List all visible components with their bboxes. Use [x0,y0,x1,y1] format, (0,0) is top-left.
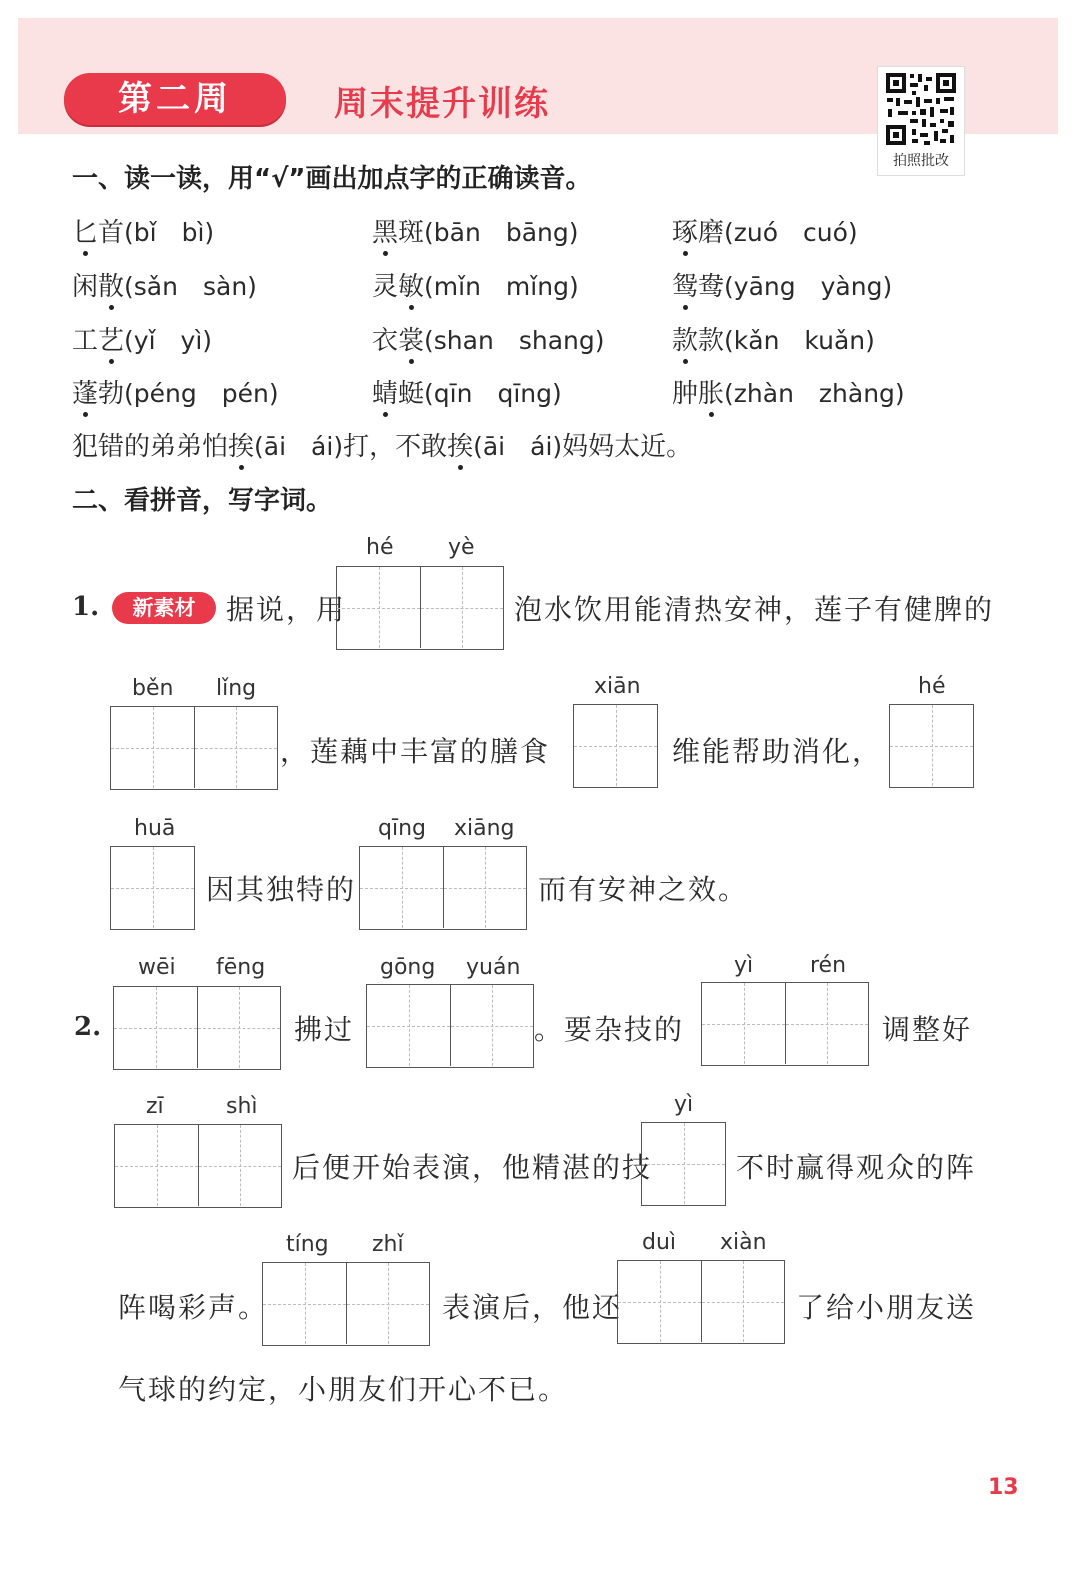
pinyin-label: běn [132,676,174,701]
question-text: 了给小朋友送 [796,1291,977,1324]
pinyin-label: wēi [138,955,176,980]
reading-item: 鸳鸯(yāng yàng) [672,266,892,303]
pinyin-choice[interactable]: (yǐ yì) [124,326,213,355]
pinyin-label: yè [448,535,475,560]
pinyin-label: huā [134,816,176,841]
pinyin-label: tíng [286,1232,329,1257]
pinyin-label: xiān [594,674,641,699]
pinyin-label: hé [366,535,394,560]
pinyin-label: zhǐ [372,1232,404,1257]
pinyin-choice[interactable]: (zhàn zhàng) [724,379,905,408]
question-text: 而有安神之效。 [538,873,749,906]
pinyin-label: qīng [378,816,426,841]
reading-item: 琢磨(zuó cuó) [672,212,858,249]
pinyin-label: yì [734,953,754,978]
question-text: 拂过 [294,1013,355,1046]
reading-sentence: 犯错的弟弟怕挨(āi ái)打，不敢挨(āi ái)妈妈太近。 [72,426,692,463]
answer-grid[interactable] [359,846,527,930]
reading-item: 闲散(sǎn sàn) [72,266,257,303]
pinyin-label: xiāng [454,816,515,841]
pinyin-choice[interactable]: (shan shang) [424,326,605,355]
pinyin-choice[interactable]: (bān bāng) [424,218,579,247]
page-title: 周末提升训练 [334,84,550,124]
qr-code[interactable] [877,66,965,176]
qr-label: 拍照批改 [893,153,949,169]
answer-grid[interactable] [114,1124,282,1208]
page-number: 13 [988,1475,1019,1500]
question-text: 。要杂技的 [534,1013,685,1046]
answer-grid[interactable] [110,846,195,930]
reading-item: 匕首(bǐ bì) [72,212,214,249]
pinyin-choice[interactable]: (péng pén) [124,379,279,408]
pinyin-choice[interactable]: (zuó cuó) [724,218,858,247]
pinyin-choice[interactable]: (āi ái) [473,432,563,461]
reading-item: 款款(kǎn kuǎn) [672,320,875,357]
question-number: 1. [72,592,100,622]
pinyin-label: shì [226,1094,258,1119]
reading-item: 蜻蜓(qīn qīng) [372,373,562,410]
pinyin-choice[interactable]: (mǐn mǐng) [424,272,579,301]
question-text: 调整好 [882,1013,973,1046]
pinyin-choice[interactable]: (kǎn kuǎn) [724,326,875,355]
question-text: 气球的约定，小朋友们开心不已。 [118,1373,569,1406]
reading-item: 蓬勃(péng pén) [72,373,279,410]
pinyin-label: duì [642,1230,677,1255]
question-text: 后便开始表演，他精湛的技 [292,1151,653,1184]
pinyin-label: lǐng [216,676,257,701]
section1-heading: 一、读一读，用“√”画出加点字的正确读音。 [72,164,592,194]
answer-grid[interactable] [573,704,658,788]
question-number: 2. [74,1012,102,1042]
reading-item: 肿胀(zhàn zhàng) [672,373,905,410]
reading-item: 工艺(yǐ yì) [72,320,212,357]
answer-grid[interactable] [366,984,534,1068]
qr-code-icon [884,71,958,147]
answer-grid[interactable] [110,706,278,790]
pinyin-label: gōng [380,955,436,980]
pinyin-label: fēng [216,955,266,980]
answer-grid[interactable] [336,566,504,650]
pinyin-label: zī [146,1094,164,1119]
pinyin-choice[interactable]: (āi ái) [254,432,344,461]
section2-heading: 二、看拼音，写字词。 [72,486,333,516]
question-text: 不时赢得观众的阵 [736,1151,977,1184]
pinyin-choice[interactable]: (bǐ bì) [124,218,215,247]
week-tag: 第二周 [64,73,286,125]
question-text: ，莲藕中丰富的膳食 [280,735,551,768]
question-text: 维能帮助消化， [672,735,883,768]
pinyin-choice[interactable]: (yāng yàng) [724,272,893,301]
answer-grid[interactable] [641,1122,726,1206]
question-text: 因其独特的 [206,873,357,906]
answer-grid[interactable] [262,1262,430,1346]
new-material-badge: 新素材 [112,592,216,624]
pinyin-choice[interactable]: (qīn qīng) [424,379,562,408]
question-text: 泡水饮用能清热安神，莲子有健脾的 [514,593,995,626]
pinyin-label: hé [918,674,946,699]
reading-item: 衣裳(shan shang) [372,320,604,357]
answer-grid[interactable] [889,704,974,788]
pinyin-choice[interactable]: (sǎn sàn) [124,272,257,301]
pinyin-label: rén [810,953,847,978]
reading-item: 灵敏(mǐn mǐng) [372,266,579,303]
question-text: 阵喝彩声。 [118,1291,269,1324]
question-text: 据说，用 [226,593,347,626]
reading-item: 黑斑(bān bāng) [372,212,578,249]
answer-grid[interactable] [617,1260,785,1344]
pinyin-label: yì [674,1092,694,1117]
pinyin-label: xiàn [720,1230,767,1255]
question-text: 表演后，他还 [442,1291,623,1324]
answer-grid[interactable] [701,982,869,1066]
answer-grid[interactable] [113,986,281,1070]
pinyin-label: yuán [466,955,521,980]
